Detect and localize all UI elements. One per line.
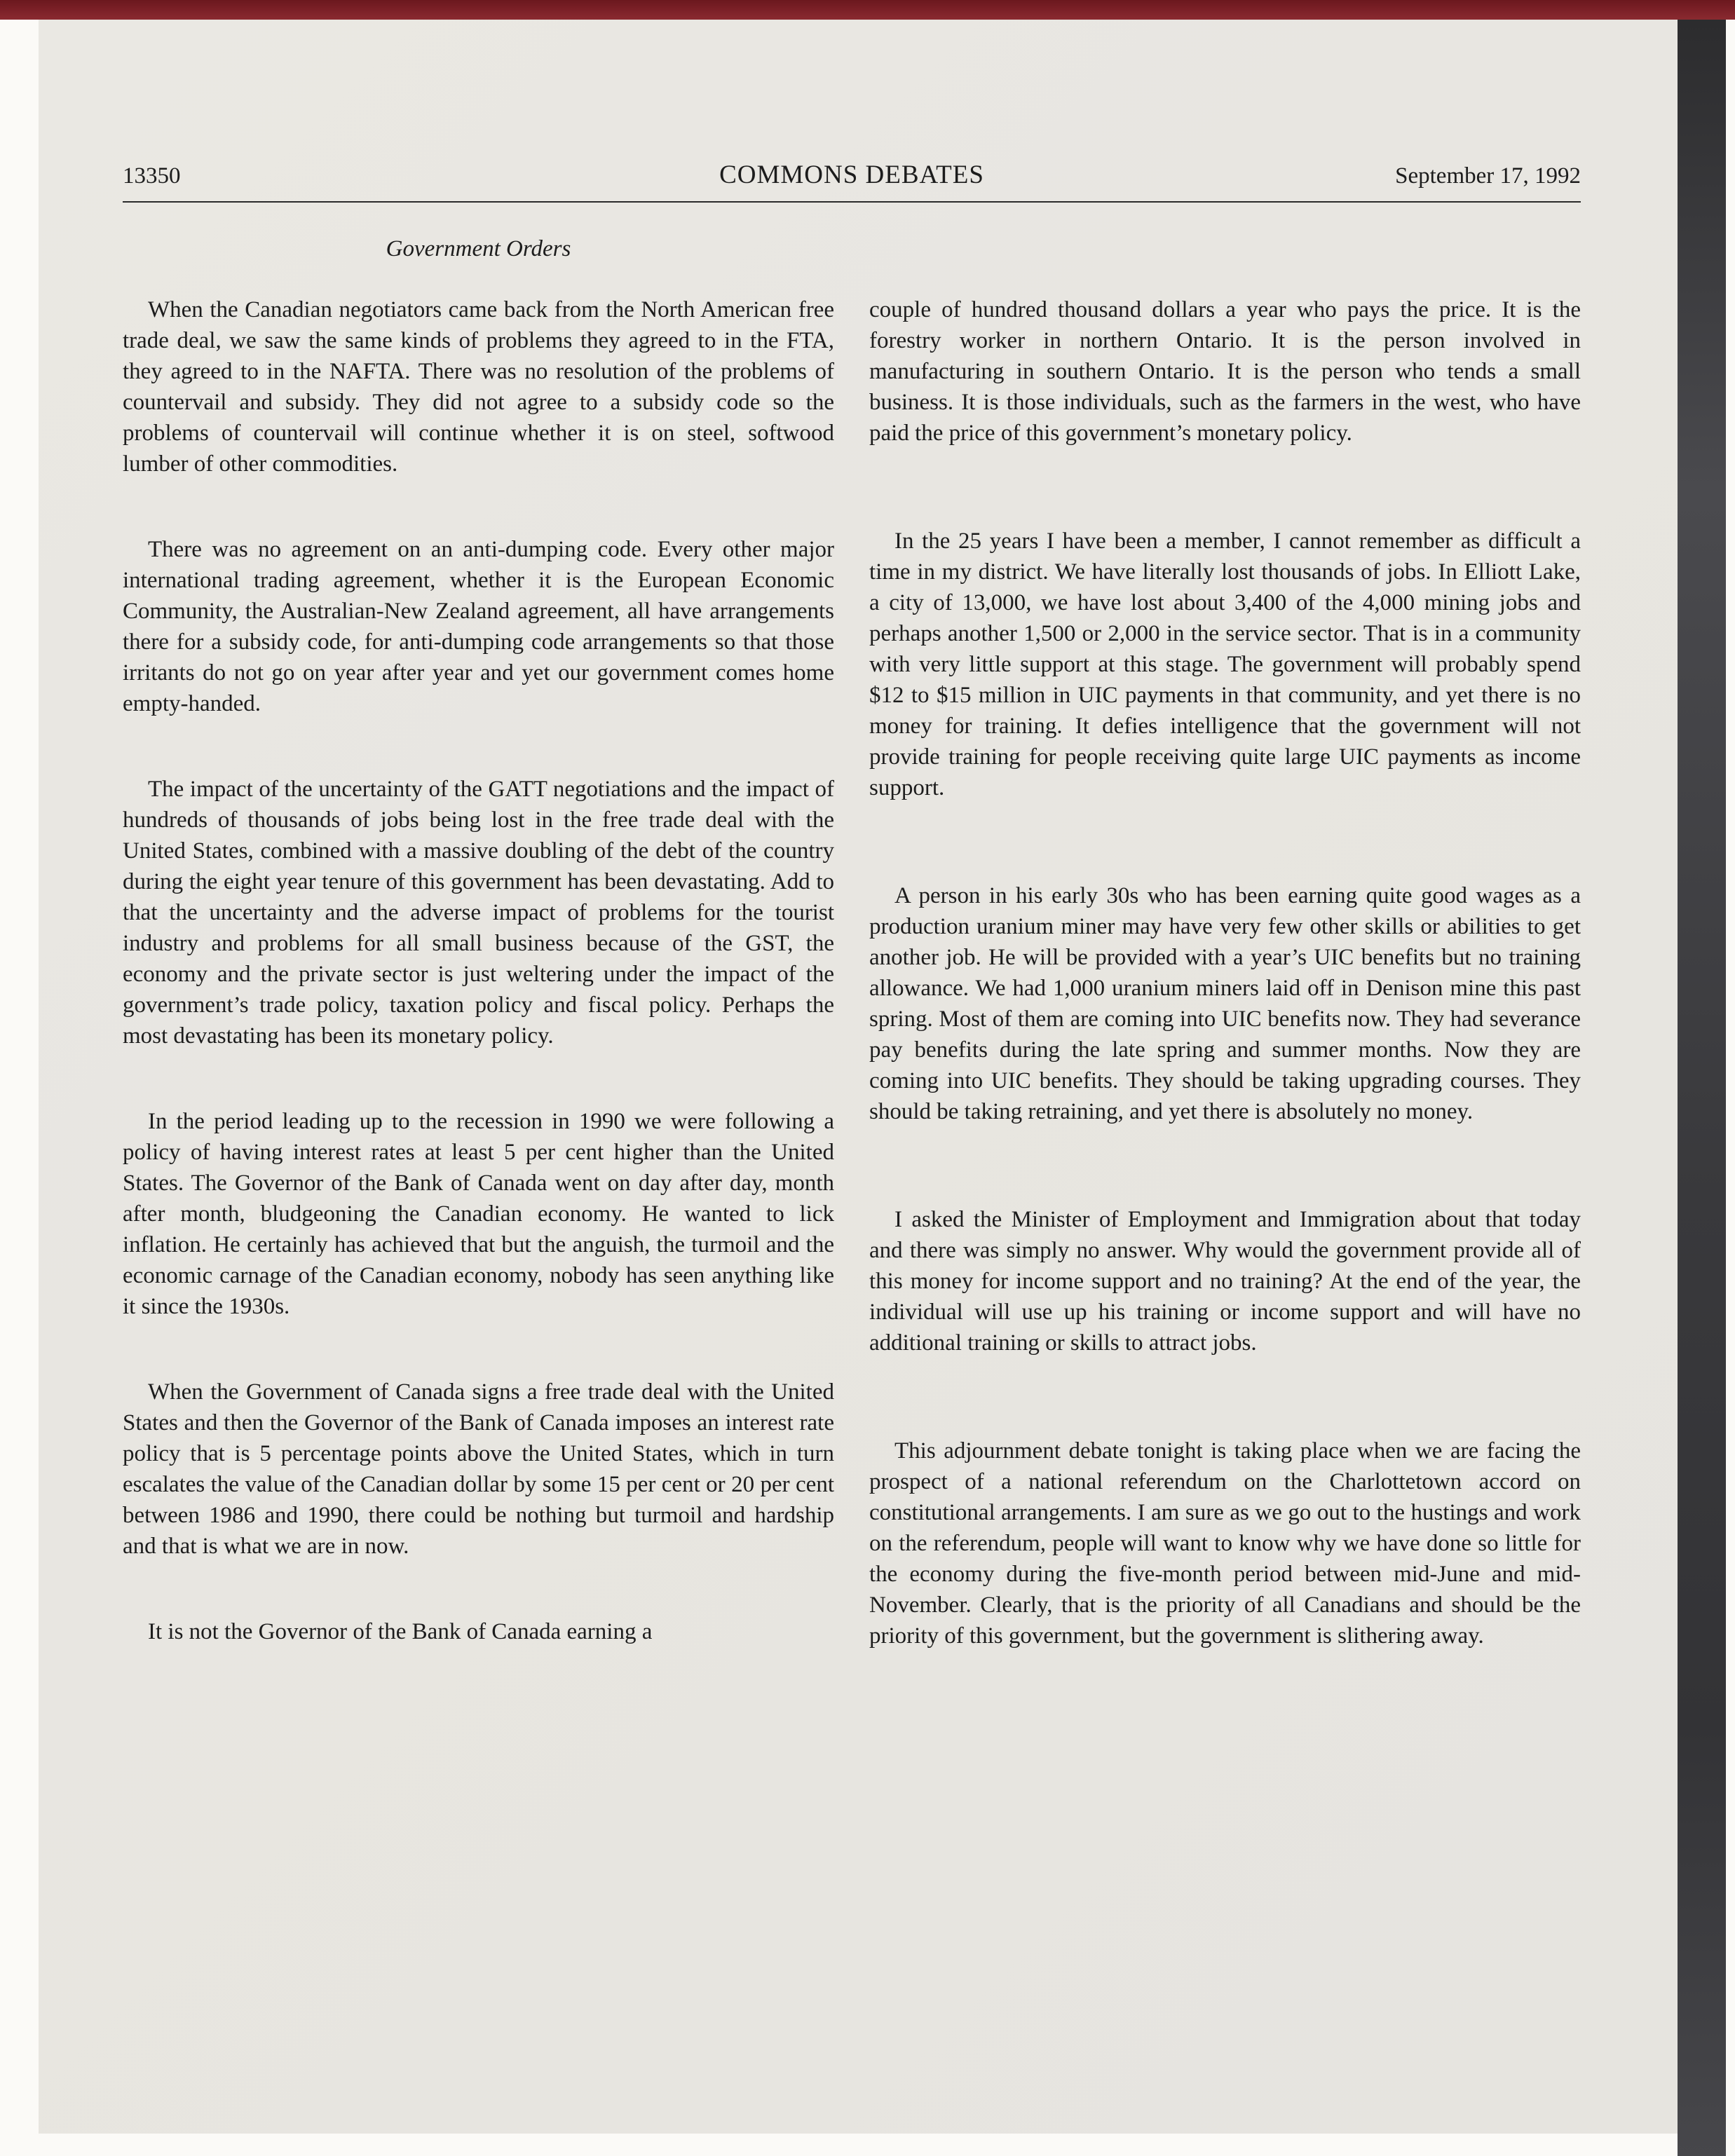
paragraph: This adjournment debate tonight is taking place when we are facing the prospect of a national referendum on the Charlottetown accord on constitutional arrangements. I am sure as we go out to the hustings and work on the referendum, people will want to know why we have done so little for the economy during the five-month period between mid-June and mid-November. Clearly, that is the priority of all Canadians and should be the priority of this government, but the government is slithering away. — [869, 1438, 1581, 1649]
right-column — [869, 294, 1581, 1651]
scan-right-band — [1678, 20, 1726, 2156]
issue-date: September 17, 1992 — [1395, 163, 1581, 189]
paragraph: In the period leading up to the recession in 1990 we were following a policy of having interest rates at least 5 per cent higher than the United States. The Governor of the Bank of Canada went on day after day, month after month, bludgeoning the Canadian economy. He wanted to lick inflation. He certainly has achieved that but the anguish, the turmoil and the economic carnage of the Canadian economy, nobody has seen anything like it since the 1930s. — [123, 1109, 834, 1319]
journal-title: COMMONS DEBATES — [719, 161, 984, 189]
paragraph: In the 25 years I have been a member, I cannot remember as difficult a time in my district. We have literally lost thousands of jobs. In Elliott Lake, a city of 13,000, we have lost about 3,400 of the 4,000 mining jobs and perhaps another 1,500 or 2,000 in the service sector. That is in a community with very little support at this stage. The government will probably spend $12 to $15 million in UIC payments in that community, and yet there is no money for training. It defies intelligence that the government will not provide training for people receiving quite large UIC payments as income support. — [869, 528, 1581, 800]
left-column — [123, 294, 834, 1651]
scan-top-edge — [0, 0, 1735, 20]
text-columns — [123, 294, 1581, 1651]
paragraph: When the Government of Canada signs a free trade deal with the United States and then the Governor of the Bank of Canada imposes an interest rate policy that is 5 percentage points above the United States, which in turn escalates the value of the Canadian dollar by some 15 per cent or 20 per cent between 1986 and 1990, there could be nothing but turmoil and hardship and that is what we are in now. — [123, 1379, 834, 1559]
paragraph: A person in his early 30s who has been earning quite good wages as a production uranium miner may have very few other skills or abilities to get another job. He will be provided with a year’s UIC benefits but no training allowance. We had 1,000 uranium miners laid off in Denison mine this past spring. Most of them are coming into UIC benefits now. They had severance pay benefits during the late spring and summer months. Now they are coming into UIC benefits. They should be taking upgrading courses. They should be taking retraining, and yet there is absolutely no money. — [869, 883, 1581, 1124]
paragraph: When the Canadian negotiators came back from the North American free trade deal, we saw the same kinds of problems they agreed to in the FTA, they agreed to in the NAFTA. There was no resolution of the problems of countervail and subsidy. They did not agree to a subsidy code so the problems of countervail will continue whether it is on steel, softwood lumber of other commodities. — [123, 297, 834, 477]
header-rule — [123, 201, 1581, 203]
page-content — [123, 160, 1581, 1651]
page-header — [123, 160, 1581, 190]
section-heading: Government Orders — [386, 236, 571, 261]
paragraph: couple of hundred thousand dollars a year who pays the price. It is the forestry worker in northern Ontario. It is the person involved in manufacturing in southern Ontario. It is the person who tends a small business. It is those individuals, such as the farmers in the west, who have paid the price of this government’s monetary policy. — [869, 297, 1581, 446]
paragraph: The impact of the uncertainty of the GATT negotiations and the impact of hundreds of thousands of jobs being lost in the free trade deal with the United States, combined with a massive doubling of the debt of the country during the eight year tenure of this government has been devastating. Add to that the uncertainty and the adverse impact of problems for the tourist industry and problems for all small business because of the GST, the economy and the private sector is just weltering under the impact of the government’s trade policy, taxation policy and fiscal policy. Perhaps the most devastating has been its monetary policy. — [123, 777, 834, 1049]
paragraph: There was no agreement on an anti-dumping code. Every other major international trading agreement, whether it is the European Economic Community, the Australian-New Zealand agreement, all have arrangements there for a subsidy code, for anti-dumping code arrangements so that those irritants do not go on year after year and yet our government comes home empty-handed. — [123, 537, 834, 716]
paragraph: I asked the Minister of Employment and Immigration about that today and there was simply no answer. Why would the government provide all of this money for income support and no training? At the end of the year, the individual will use up his training or income support and will have no additional training or skills to attract jobs. — [869, 1207, 1581, 1356]
paragraph: It is not the Governor of the Bank of Canada earning a — [148, 1619, 653, 1644]
page-number: 13350 — [123, 163, 181, 189]
